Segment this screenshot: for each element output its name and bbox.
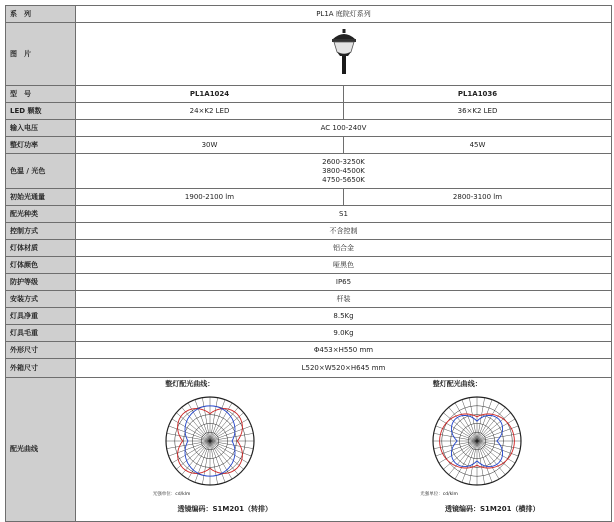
street-lamp-icon: [329, 29, 359, 79]
row-lumen: 初始光通量 1900-2100 lm 2800-3100 lm: [6, 189, 612, 206]
model-a: PL1A1024: [76, 86, 344, 103]
row-carton: 外箱尺寸 L520×W520×H645 mm: [6, 359, 612, 378]
header-label: 系 列: [6, 6, 76, 23]
row-power: 整灯功率 30W 45W: [6, 137, 612, 154]
curve-left: 整灯配光曲线： 光强单位：cd/klm 透镜编码：S1M201（转排）: [152, 380, 272, 513]
row-dimensions: 外形尺寸 Φ453×H550 mm: [6, 342, 612, 359]
curves-label: 配光曲线: [6, 378, 76, 522]
row-ip: 防护等级 IP65: [6, 274, 612, 291]
model-b: PL1A1036: [344, 86, 612, 103]
picture-label: 图 片: [6, 23, 76, 86]
curve-right: 整灯配光曲线： 光强单位：cd/klm 透镜编码：S1M201（横排）: [420, 380, 540, 513]
lamp-image: [80, 29, 607, 79]
row-control: 控制方式 不含控制: [6, 223, 612, 240]
row-color-temp: 色温 / 光色 2600-3250K 3800-4500K 4750-5650K: [6, 154, 612, 189]
row-led-count: LED 颗数 24×K2 LED 36×K2 LED: [6, 103, 612, 120]
row-gross-weight: 灯具毛重 9.0Kg: [6, 325, 612, 342]
picture-row: [6, 23, 612, 86]
polar-diagram-left: [155, 390, 265, 492]
row-light-type: 配光种类 S1: [6, 206, 612, 223]
polar-diagram-right: [422, 390, 532, 492]
row-net-weight: 灯具净重 8.5Kg: [6, 308, 612, 325]
row-input-voltage: 输入电压 AC 100-240V: [6, 120, 612, 137]
row-mount: 安装方式 杆装: [6, 291, 612, 308]
series-name: PL1A 庭院灯系列: [76, 6, 612, 23]
row-material: 灯体材质 铝合金: [6, 240, 612, 257]
row-curves: [6, 378, 612, 522]
header-row: [6, 6, 612, 23]
row-color: 灯体颜色 哑黑色: [6, 257, 612, 274]
spec-table: [5, 5, 612, 522]
row-model: 型 号 PL1A1024 PL1A1036: [6, 86, 612, 103]
